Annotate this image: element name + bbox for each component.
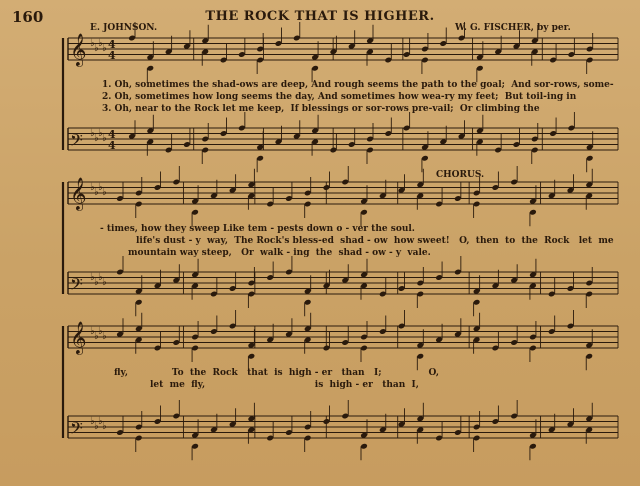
svg-text:4: 4	[108, 38, 116, 51]
svg-text:4: 4	[108, 139, 116, 152]
svg-text:♭: ♭	[98, 38, 103, 49]
svg-text:♭: ♭	[94, 277, 99, 288]
svg-text:♭: ♭	[90, 272, 95, 283]
s2-verse-3: mountain way steep, Or walk - ing the shad - ow - y vale.	[128, 248, 431, 258]
s1-verse-1: 1. Oh, sometimes the shad-ows are deep, And rough seems the path to the goal; And sor-rows, some-	[102, 80, 614, 90]
svg-text:4: 4	[108, 49, 116, 62]
s1-verse-3: 3. Oh, near to the Rock let me keep, If blessings or sor-rows pre-vail; Or climbing the	[102, 104, 540, 114]
svg-text:4: 4	[108, 128, 116, 141]
svg-text:♭: ♭	[102, 331, 107, 342]
svg-text:♭: ♭	[94, 187, 99, 198]
svg-text:♭: ♭	[94, 43, 99, 54]
svg-text:♭: ♭	[102, 133, 107, 144]
s2-verse-1: - times, how they sweep Like tem - pests down o - ver the soul.	[100, 224, 415, 234]
svg-text:♭: ♭	[94, 421, 99, 432]
lyricist-credit: E. JOHNSON.	[90, 23, 158, 33]
svg-text:𝄞: 𝄞	[70, 33, 87, 66]
svg-text:♭: ♭	[90, 38, 95, 49]
svg-text:𝄞: 𝄞	[70, 177, 87, 210]
s1-verse-2: 2. Oh, sometimes how long seems the day, And sometimes how wea-ry my feet; But toil-ing in	[102, 92, 577, 102]
svg-text:♭: ♭	[90, 326, 95, 337]
svg-text:𝄢: 𝄢	[70, 418, 83, 442]
svg-text:♭: ♭	[90, 182, 95, 193]
s2-verse-2: life's dust - y way, The Rock's bless-ed shad - ow how sweet! O, then to the Rock let me	[136, 236, 614, 246]
svg-text:𝄞: 𝄞	[70, 321, 87, 354]
svg-text:♭: ♭	[98, 128, 103, 139]
svg-text:♭: ♭	[94, 331, 99, 342]
svg-text:♭: ♭	[102, 277, 107, 288]
s3-line-1: fly, To the Rock that is high - er than I; O,	[114, 368, 439, 378]
s3-line-2: let me fly, is high - er than I,	[150, 380, 419, 390]
svg-text:♭: ♭	[98, 416, 103, 427]
svg-text:♭: ♭	[90, 416, 95, 427]
svg-text:♭: ♭	[102, 187, 107, 198]
composer-credit: W. G. FISCHER, by per.	[455, 23, 571, 33]
svg-text:♭: ♭	[102, 421, 107, 432]
svg-text:♭: ♭	[98, 326, 103, 337]
svg-text:♭: ♭	[98, 182, 103, 193]
svg-text:♭: ♭	[102, 43, 107, 54]
page-number: 160	[12, 8, 44, 26]
hymn-title: THE ROCK THAT IS HIGHER.	[205, 9, 435, 24]
svg-text:♭: ♭	[90, 128, 95, 139]
chorus-label: CHORUS.	[436, 170, 485, 180]
svg-text:♭: ♭	[98, 272, 103, 283]
svg-text:♭: ♭	[94, 133, 99, 144]
svg-text:𝄢: 𝄢	[70, 274, 83, 298]
svg-text:𝄢: 𝄢	[70, 130, 83, 154]
